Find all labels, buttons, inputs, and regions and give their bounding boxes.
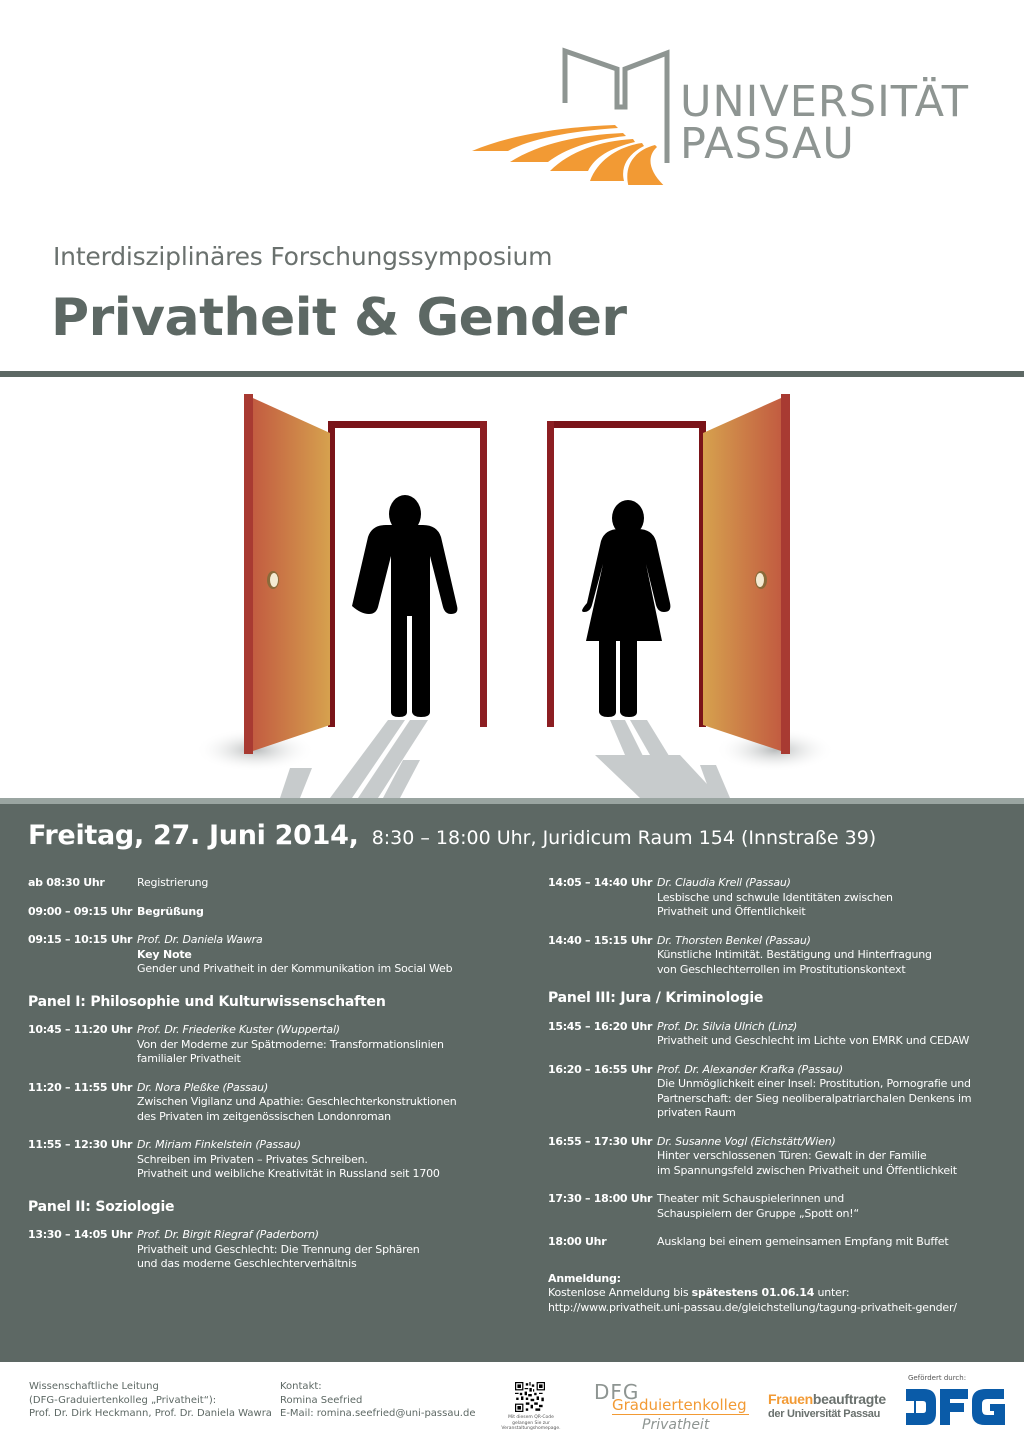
schedule-entry	[548, 1192, 1008, 1221]
event-subtitle: Interdisziplinäres Forschungssymposium	[53, 242, 553, 271]
entry-talk: Partnerschaft: der Sieg neoliberalpatriarchalen Denkens im	[657, 1091, 972, 1105]
university-emblem-icon	[470, 45, 670, 185]
band-top-stripe	[0, 798, 1024, 804]
qr-caption: Mit diesem QR-Code gelangen Sie zur Veranstaltungshomepage.	[501, 1415, 561, 1431]
entry-time: 17:30 – 18:00 Uhr	[548, 1192, 653, 1205]
entry-speaker: Dr. Thorsten Benkel (Passau)	[657, 933, 811, 947]
entry-talk: Gender und Privatheit in der Kommunikation im Social Web	[137, 962, 453, 975]
entry-talk: Künstliche Intimität. Bestätigung und Hinterfragung	[657, 948, 932, 961]
entry-talk: Privatheit und Geschlecht: Die Trennung der Sphären	[137, 1242, 420, 1256]
registration-deadline: spätestens 01.06.14	[691, 1286, 815, 1299]
dfg-logo-icon	[906, 1389, 1006, 1425]
entry-talk: von Geschlechterrollen im Prostitutionskontext	[657, 962, 906, 976]
entry-talk: Hinter verschlossenen Türen: Gewalt in der Familie	[657, 1149, 927, 1162]
entry-talk: und das moderne Geschlechterverhältnis	[137, 1257, 357, 1270]
scientific-lead-names: Prof. Dr. Dirk Heckmann, Prof. Dr. Daniela Wawra	[29, 1408, 272, 1419]
schedule-right-column	[548, 876, 1008, 1315]
entry-talk: des Privaten im zeitgenössischen Londonroman	[137, 1109, 391, 1123]
footer	[0, 1362, 1024, 1448]
university-logo	[470, 45, 980, 185]
contact-email-link[interactable]: E-Mail: romina.seefried@uni-passau.de	[280, 1408, 476, 1419]
registration-heading: Anmeldung:	[548, 1271, 621, 1285]
entry-time: 18:00 Uhr	[548, 1235, 607, 1248]
fb-part2: beauftragte	[812, 1391, 886, 1407]
schedule-entry	[28, 905, 528, 920]
entry-time: 16:55 – 17:30 Uhr	[548, 1134, 653, 1148]
entry-time: 14:05 – 14:40 Uhr	[548, 876, 653, 889]
contact-name: Romina Seefried	[280, 1394, 363, 1406]
registration-url-link[interactable]: http://www.privatheit.uni-passau.de/gleichstellung/tagung-privatheit-gender/	[548, 1300, 957, 1314]
schedule-entry	[28, 1081, 528, 1125]
entry-time: 11:20 – 11:55 Uhr	[28, 1080, 133, 1094]
entry-time: 10:45 – 11:20 Uhr	[28, 1023, 133, 1036]
event-date: Freitag, 27. Juni 2014,	[28, 820, 359, 851]
contact-heading: Kontakt:	[280, 1381, 322, 1392]
entry-time: 09:00 – 09:15 Uhr	[28, 904, 133, 918]
schedule-entry	[548, 1020, 1008, 1049]
entry-time: 14:40 – 15:15 Uhr	[548, 933, 653, 947]
scientific-lead-program: (DFG-Graduiertenkolleg „Privatheit“):	[29, 1394, 217, 1406]
schedule-entry	[28, 933, 528, 977]
doors-with-figures-icon	[0, 378, 1024, 798]
entry-speaker: Dr. Miriam Finkelstein (Passau)	[137, 1138, 301, 1151]
entry-talk: im Spannungsfeld zwischen Privatheit und Öffentlichkeit	[657, 1163, 957, 1177]
entry-time: ab 08:30 Uhr	[28, 876, 105, 889]
fb-line2: der Universität Passau	[768, 1408, 881, 1420]
entry-speaker: Prof. Dr. Daniela Wawra	[137, 933, 263, 946]
entry-talk: privaten Raum	[657, 1106, 736, 1119]
entry-talk: Privatheit und Öffentlichkeit	[657, 905, 806, 918]
entry-talk: Schreiben im Privaten – Privates Schreiben.	[137, 1152, 368, 1166]
sponsor-label: Gefördert durch:	[908, 1374, 967, 1382]
entry-talk: Ausklang bei einem gemeinsamen Empfang mit Buffet	[657, 1235, 949, 1248]
panel-heading: Panel I: Philosophie und Kulturwissenschaften	[28, 993, 386, 1010]
entry-speaker: Dr. Nora Pleßke (Passau)	[137, 1080, 269, 1094]
schedule-entry	[28, 1228, 528, 1272]
entry-time: 15:45 – 16:20 Uhr	[548, 1019, 653, 1033]
entry-talk: Schauspielern der Gruppe „Spott on!“	[657, 1206, 860, 1220]
qr-code-icon[interactable]	[515, 1382, 545, 1412]
entry-talk: Zwischen Vigilanz und Apathie: Geschlechterkonstruktionen	[137, 1095, 457, 1108]
university-name	[680, 77, 970, 169]
schedule-entry	[548, 876, 1008, 920]
university-name-line1: UNIVERSITÄT	[680, 77, 970, 127]
entry-talk: familialer Privatheit	[137, 1052, 241, 1065]
event-time-location: 8:30 – 18:00 Uhr, Juridicum Raum 154 (Innstraße 39)	[371, 827, 877, 849]
schedule-entry	[548, 1063, 1008, 1121]
registration-text	[548, 1286, 1008, 1301]
fb-part1: Frauen	[768, 1391, 813, 1407]
panel-heading: Panel III: Jura / Kriminologie	[548, 990, 764, 1006]
registration-text-before: Kostenlose Anmeldung bis	[548, 1286, 692, 1299]
entry-talk: Lesbische und schwule Identitäten zwischen	[657, 890, 893, 904]
entry-speaker: Dr. Susanne Vogl (Eichstätt/Wien)	[657, 1134, 836, 1148]
event-date-line	[28, 820, 876, 851]
entry-talk: Von der Moderne zur Spätmoderne: Transformationslinien	[137, 1037, 444, 1051]
entry-speaker: Prof. Dr. Silvia Ulrich (Linz)	[657, 1019, 798, 1033]
schedule-entry	[28, 1023, 528, 1067]
graduiertenkolleg-logo	[594, 1382, 754, 1432]
entry-speaker: Prof. Dr. Alexander Krafka (Passau)	[657, 1062, 843, 1076]
registration-text-after: unter:	[814, 1286, 850, 1299]
schedule-entry	[28, 1138, 528, 1182]
contact	[280, 1380, 476, 1421]
entry-talk: Privatheit und Geschlecht im Lichte von EMRK und CEDAW	[657, 1034, 970, 1047]
gk-name-text: Graduiertenkolleg	[612, 1396, 747, 1414]
entry-speaker: Dr. Claudia Krell (Passau)	[657, 876, 791, 889]
university-name-line2: PASSAU	[680, 119, 855, 169]
entry-talk: Privatheit und weibliche Kreativität in Russland seit 1700	[137, 1167, 440, 1180]
schedule-entry	[548, 1135, 1008, 1179]
schedule-entry	[548, 934, 1008, 978]
programme-section	[0, 798, 1024, 1362]
entry-speaker: Prof. Dr. Friederike Kuster (Wuppertal)	[137, 1023, 340, 1036]
entry-time: 11:55 – 12:30 Uhr	[28, 1138, 133, 1151]
panel-heading: Panel II: Soziologie	[28, 1198, 175, 1215]
entry-text: Registrierung	[137, 876, 209, 889]
entry-talk: Die Unmöglichkeit einer Insel: Prostitution, Pornografie und	[657, 1077, 971, 1090]
gk-dfg-text: DFG	[594, 1380, 640, 1404]
entry-talk: Theater mit Schauspielerinnen und	[657, 1192, 845, 1205]
doors-illustration	[0, 378, 1024, 798]
schedule-entry	[28, 876, 528, 891]
scientific-lead	[29, 1380, 272, 1421]
gk-sub-text: Privatheit	[642, 1417, 710, 1433]
frauenbeauftragte-logo	[768, 1391, 886, 1421]
entry-time: 09:15 – 10:15 Uhr	[28, 933, 133, 946]
entry-time: 16:20 – 16:55 Uhr	[548, 1062, 653, 1076]
header-divider	[0, 371, 1024, 377]
schedule-left-column	[28, 876, 528, 1286]
schedule-entry	[548, 1235, 1008, 1250]
scientific-lead-heading: Wissenschaftliche Leitung	[29, 1381, 159, 1392]
entry-text: Begrüßung	[137, 904, 204, 918]
event-title: Privatheit & Gender	[51, 288, 627, 348]
entry-time: 13:30 – 14:05 Uhr	[28, 1228, 133, 1241]
entry-speaker: Prof. Dr. Birgit Riegraf (Paderborn)	[137, 1228, 319, 1241]
registration-block	[548, 1272, 1008, 1316]
entry-label: Key Note	[137, 947, 192, 961]
